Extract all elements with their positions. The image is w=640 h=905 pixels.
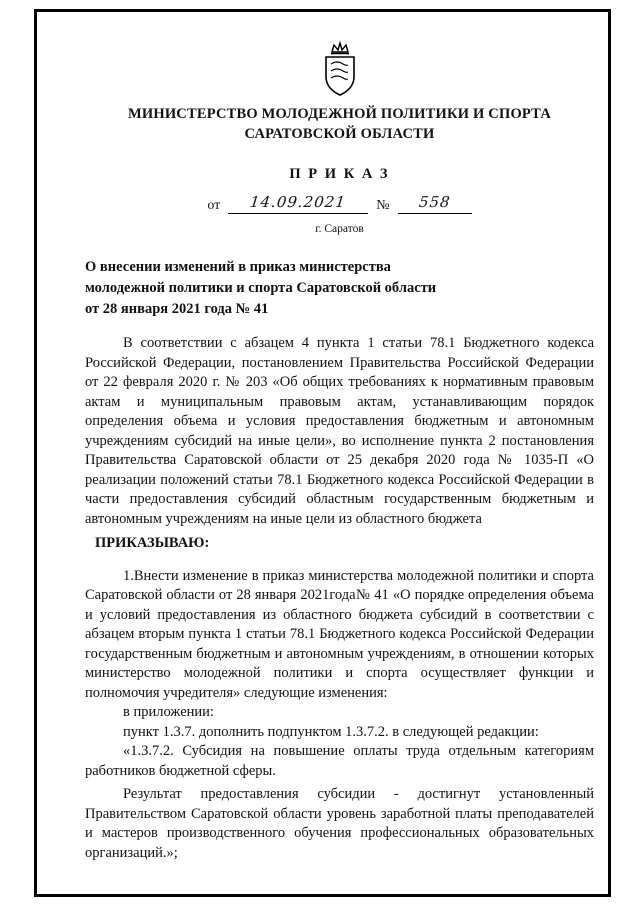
body-paragraph-1: В соответствии с абзацем 4 пункта 1 статьи 78.1 Бюджетного кодекса Российской Федерации, постановлением Правительства Российской Федерации от 22 февраля 2020 г. № 203 «Об общих требованиях к нормативным правовым актам и муниципальным правовым актам, устанавливающим порядок определения объема и условия предоставления бюджетным и автономным учреждениям субсидий на иные цели», во исполнение пункта 2 постановления Правительства Саратовской области от 25 декабря 2020 года № 1035-П «О реализации положений статьи 78.1 Бюджетного кодекса Российской Федерации в части предоставления субсидий областным государственным бюджетным и автономным учреждениям на иные цели из областного бюджета (85, 335, 594, 527)
order-date-value: 14.09.2021 (249, 193, 348, 211)
ministry-line2: САРАТОВСКОЙ ОБЛАСТИ (244, 126, 435, 142)
order-number-field (398, 193, 472, 214)
body-paragraph-quote: «1.3.7.2. Субсидия на повышение оплаты труда отдельным категориям работников бюджетной сферы. (85, 743, 594, 779)
document-page (34, 9, 611, 897)
order-meta (85, 193, 594, 214)
body-line-point: пункт 1.3.7. дополнить подпунктом 1.3.7.2. в следующей редакции: (123, 723, 539, 740)
order-subject: О внесении изменений в приказ министерства молодежной политики и спорта Саратовской области от 28 января 2021 года № 41 (85, 259, 437, 317)
order-city: г. Саратов (315, 223, 364, 235)
ministry-name (85, 104, 594, 144)
order-number-value: 558 (417, 193, 452, 211)
order-title: П Р И К А З (289, 166, 390, 182)
order-number-label: № (376, 198, 390, 213)
body-paragraph-result: Результат предоставления субсидии - достигнут установленный Правительством Саратовской области уровень заработной платы преподавателей и мастеров производственного обучения профессиональных образовательных организаций.»; (85, 786, 594, 861)
order-date-field (228, 193, 368, 214)
ministry-line1: МИНИСТЕРСТВО МОЛОДЕЖНОЙ ПОЛИТИКИ И СПОРТА (127, 106, 551, 122)
prikaz-label: ПРИКАЗЫВАЮ: (95, 535, 210, 551)
body-line-attachment: в приложении: (123, 704, 214, 720)
body-paragraph-2: 1.Внести изменение в приказ министерства молодежной политики и спорта Саратовской области от 28 января 2021года№ 41 «О порядке определения объема и условий предоставления из областного бюджета субсидий в соответствии с абзацем вторым пункта 1 статьи 78.1 Бюджетного кодекса Российской Федерации государственным бюджетным и автономным учреждениям, в отношении которых министерство молодежной политики и спорта осуществляет функции и полномочия учредителя» следующие изменения: (85, 567, 594, 701)
coat-of-arms-icon (318, 40, 362, 98)
order-from-label: от (207, 198, 221, 213)
